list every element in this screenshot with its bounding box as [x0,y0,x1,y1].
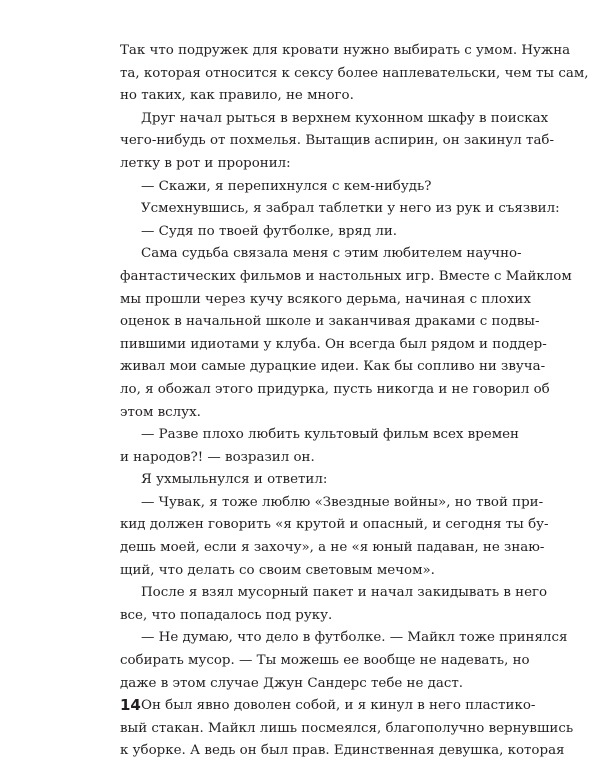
text-line: — Разве плохо любить культовый фильм всех времен [141,427,519,443]
text-line: — Судя по твоей футболке, вряд ли. [141,223,398,239]
text-line: ло, я обожал этого придурка, пусть никогда и не говорил об [120,381,550,397]
text-line: Друг начал рыться в верхнем кухонном шкафу в поисках [141,110,549,126]
text-line: пившими идиотами у клуба. Он всегда был рядом и поддер- [120,336,547,352]
text-line: живал мои самые дурацкие идеи. Как бы сопливо ни звуча- [120,359,546,375]
text-line: Так что подружек для кровати нужно выбирать с умом. Нужна [120,43,571,58]
text-line: щий, что делать со своим световым мечом». [120,562,435,578]
text-line: собирать мусор. — Ты можешь ее вообще не надевать, но [120,653,530,669]
text-line: даже в этом случае Джун Сандерс тебе не даст. [120,675,464,691]
text-line: чего-нибудь от похмелья. Вытащив аспирин, он закинул таб- [120,133,555,149]
text-line: вый стакан. Майкл лишь посмеялся, благополучно вернувшись [120,720,574,736]
text-line: — Чувак, я тоже люблю «Звездные войны», но твой при- [141,494,544,510]
text-line: оценок в начальной школе и заканчивая драками с подвы- [120,314,540,330]
text-line: После я взял мусорный пакет и начал закидывать в него [141,585,548,601]
text-line: мы прошли через кучу всякого дерьма, начиная с плохих [120,291,531,307]
text-line: и народов?! — возразил он. [120,449,315,465]
text-line: все, что попадалось под руку. [120,607,333,623]
page-number: 14 [120,696,141,714]
text-line: к уборке. А ведь он был прав. Единственная девушка, которая [120,743,565,759]
text-line: Он был явно доволен собой, и я кинул в него пластико- [141,698,536,714]
text-line: Сама судьба связала меня с этим любителем научно- [141,246,522,262]
text-line: этом вслух. [120,404,201,420]
text-line: летку в рот и проронил: [120,155,291,171]
page-body [120,40,589,763]
text-line: — Скажи, я перепихнулся с кем-нибудь? [141,178,432,194]
text-line: Усмехнувшись, я забрал таблетки у него из рук и съязвил: [141,201,560,217]
text-line: та, которая относится к сексу более наплевательски, чем ты сам, [120,65,589,81]
text-line: фантастических фильмов и настольных игр. Вместе с Майклом [120,268,572,284]
text-line: но таких, как правило, не много. [120,88,354,104]
text-line: — Не думаю, что дело в футболке. — Майкл тоже принялся [141,630,568,646]
text-line: дешь моей, если я захочу», а не «я юный падаван, не знаю- [120,540,545,556]
text-line: Я ухмыльнулся и ответил: [141,472,328,488]
text-line: кид должен говорить «я крутой и опасный, и сегодня ты бу- [120,517,549,533]
